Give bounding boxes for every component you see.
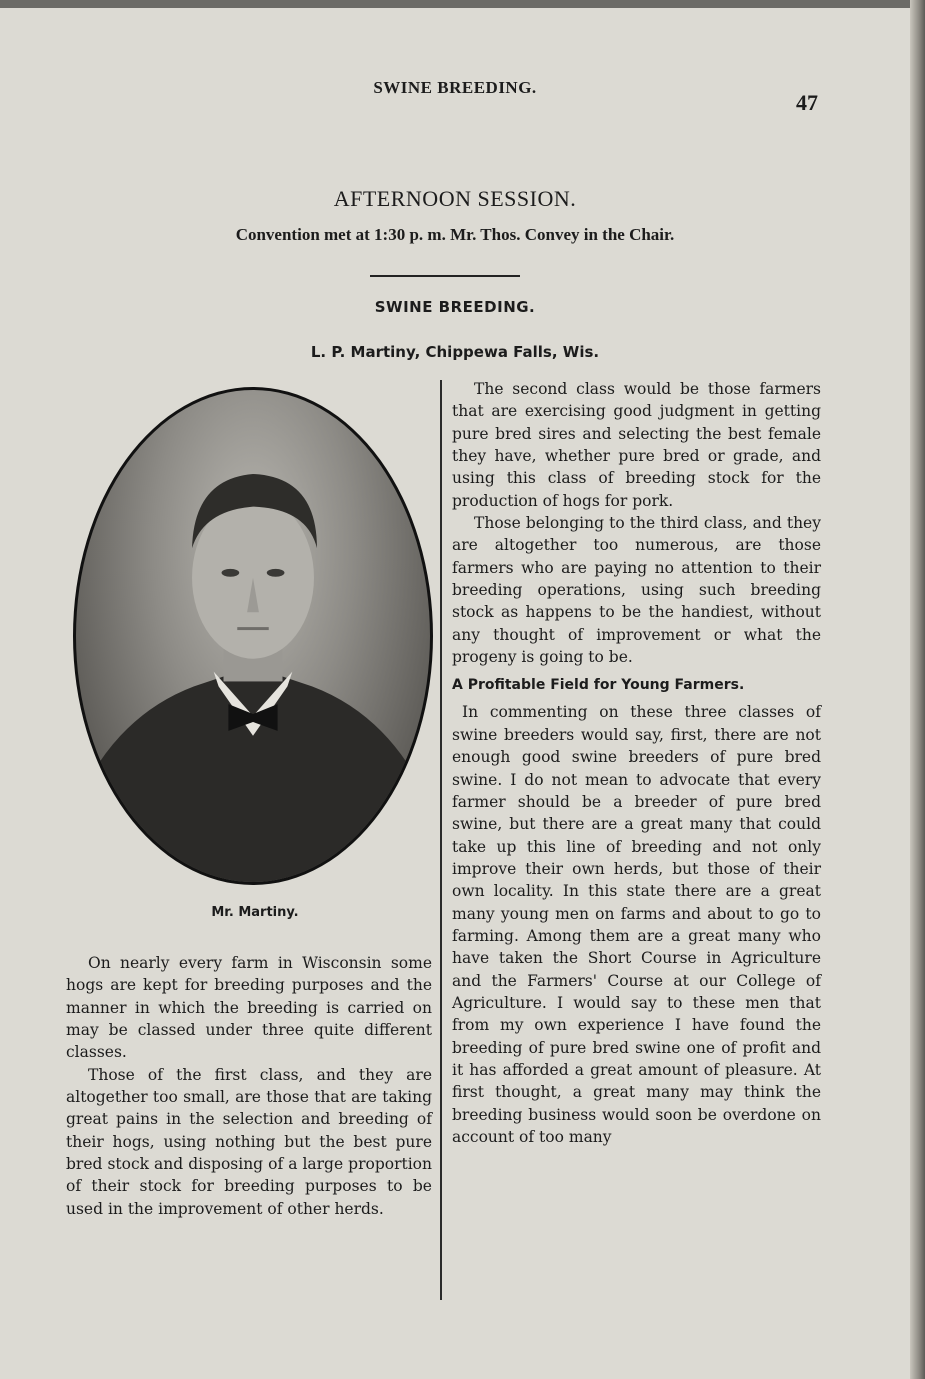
paragraph: In commenting on these three classes of swine breeders would say, first, there are not enough good swine breeders of pure bred swine. I do not mean to advocate that every farmer should be a breeder of pure bred swine, but there are a great many that could take up this line of breeding and not only improve their own herds, but those of their own locality. In this state there are a great many young men on farms and about to go to farming. Among them are a great many who have taken the Short Course in Agriculture and the Farmers' Course at our College of Agriculture. I would say to these men that from my own experience I have found the breeding of pure bred swine one of profit and it has afforded a great amount of pleasure. At first thought, a great many may think the breeding business would soon be overdone on account of too many	[452, 703, 821, 1146]
session-title: AFTERNOON SESSION.	[333, 186, 577, 211]
portrait-figure	[76, 390, 430, 882]
byline: L. P. Martiny, Chippewa Falls, Wis.	[310, 343, 600, 361]
portrait-photo	[73, 387, 433, 885]
page-number: 47	[796, 90, 818, 115]
article-title: SWINE BREEDING.	[374, 298, 536, 316]
running-head: SWINE BREEDING.	[373, 78, 537, 97]
left-column	[66, 952, 432, 1220]
paragraph: Those of the first class, and they are altogether too small, are those that are taking great pains in the selection and breeding of their hogs, using nothing but the best pure bred stock and disposing of a large proportion of their stock for breeding purposes to be used in the improvement of other herds.	[66, 1065, 432, 1218]
right-column	[452, 378, 821, 1148]
paragraph: The second class would be those farmers that are exercising good judgment in getting pure bred sires and selecting the best female they have, whether pure bred or grade, and using this class of breeding stock for the production of hogs for pork.	[452, 380, 821, 510]
page-edge	[910, 0, 925, 1379]
paragraph: On nearly every farm in Wisconsin some hogs are kept for breeding purposes and the manner in which the breeding is carried on may be classed under three quite different classes.	[66, 954, 432, 1062]
session-subtitle: Convention met at 1:30 p. m. Mr. Thos. Convey in the Chair.	[235, 225, 675, 244]
section-rule	[370, 275, 520, 277]
portrait-caption: Mr. Martiny.	[211, 905, 299, 920]
subheading: A Profitable Field for Young Farmers.	[452, 677, 745, 694]
book-page	[0, 8, 910, 1379]
paragraph: Those belonging to the third class, and they are altogether too numerous, are those farmers who are paying no attention to their breeding operations, using such breeding stock as happens to be the handiest, without any thought of improvement or what the progeny is going to be.	[452, 514, 821, 667]
column-divider	[440, 380, 442, 1300]
